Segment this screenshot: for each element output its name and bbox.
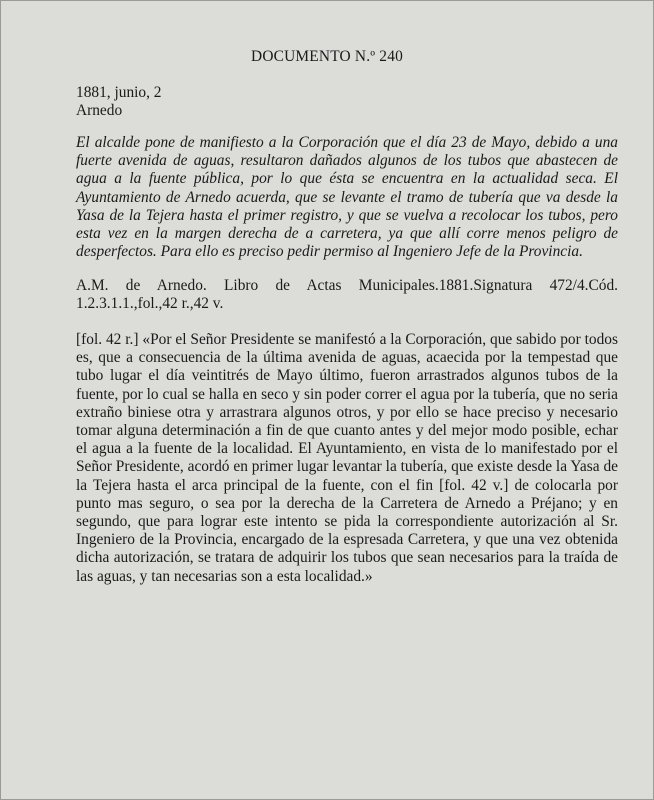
transcription-text: [fol. 42 r.] «Por el Señor Presidente se manifestó a la Corporación, que sabido por todos es, que a consecuencia de la última avenida de aguas, acaecida por la tempestad que tubo lugar el día veintitrés de Mayo último, fueron arrastrados algunos tubos de la fuente, por lo cual se halla en seco y sin poder correr el agua por la tubería, que no seria extraño biniese otra y arrastrara algunos otros, y por ello se hace preciso y necesario tomar alguna determinación a fin de que cuanto antes y del mejor modo posible, echar el agua a la fuente de la localidad. El Ayuntamiento, en vista de lo manifestado por el Señor Presidente, acordó en primer lugar levantar la tubería, que existe desde la Yasa de la Tejera hasta el arca principal de la fuente, con el fin [fol. 42 v.] de colocarla por punto mas seguro, o sea por la derecha de la Carretera de Arnedo a Préjano; y en segundo, que para lograr este intento se pida la correspondiente autorización al Sr. Ingeniero de la Provincia, encargado de la espresada Carretera, y que una vez obtenida dicha autorización, se tratara de adquirir los tubos que sean necesarios para la traída de las aguas, y tan necesarias son a esta localidad.» [76,331,618,585]
archival-reference: A.M. de Arnedo. Libro de Actas Municipales.1881.Signatura 472/4.Cód. 1.2.3.1.1.,fol.,42 r.,42 v. [76,277,618,313]
document-date: 1881, junio, 2 [76,84,162,101]
document-place: Arnedo [76,102,123,119]
document-title: DOCUMENTO N.º 240 [251,48,403,65]
document-summary: El alcalde pone de manifiesto a la Corporación que el día 23 de Mayo, debido a una fuerte avenida de aguas, resultaron dañados algunos de los tubos que abastecen de agua a la fuente pública, por lo que ésta se encuentra en la actualidad seca. El Ayuntamiento de Arnedo acuerda, que se levante el tramo de tubería que va desde la Yasa de la Tejera hasta el primer registro, y que se vuelva a recolocar los tubos, pero esta vez en la margen derecha de a carretera, ya que allí corre menos peligro de desperfectos. Para ello es preciso pedir permiso al Ingeniero Jefe de la Provincia. [76,134,618,261]
